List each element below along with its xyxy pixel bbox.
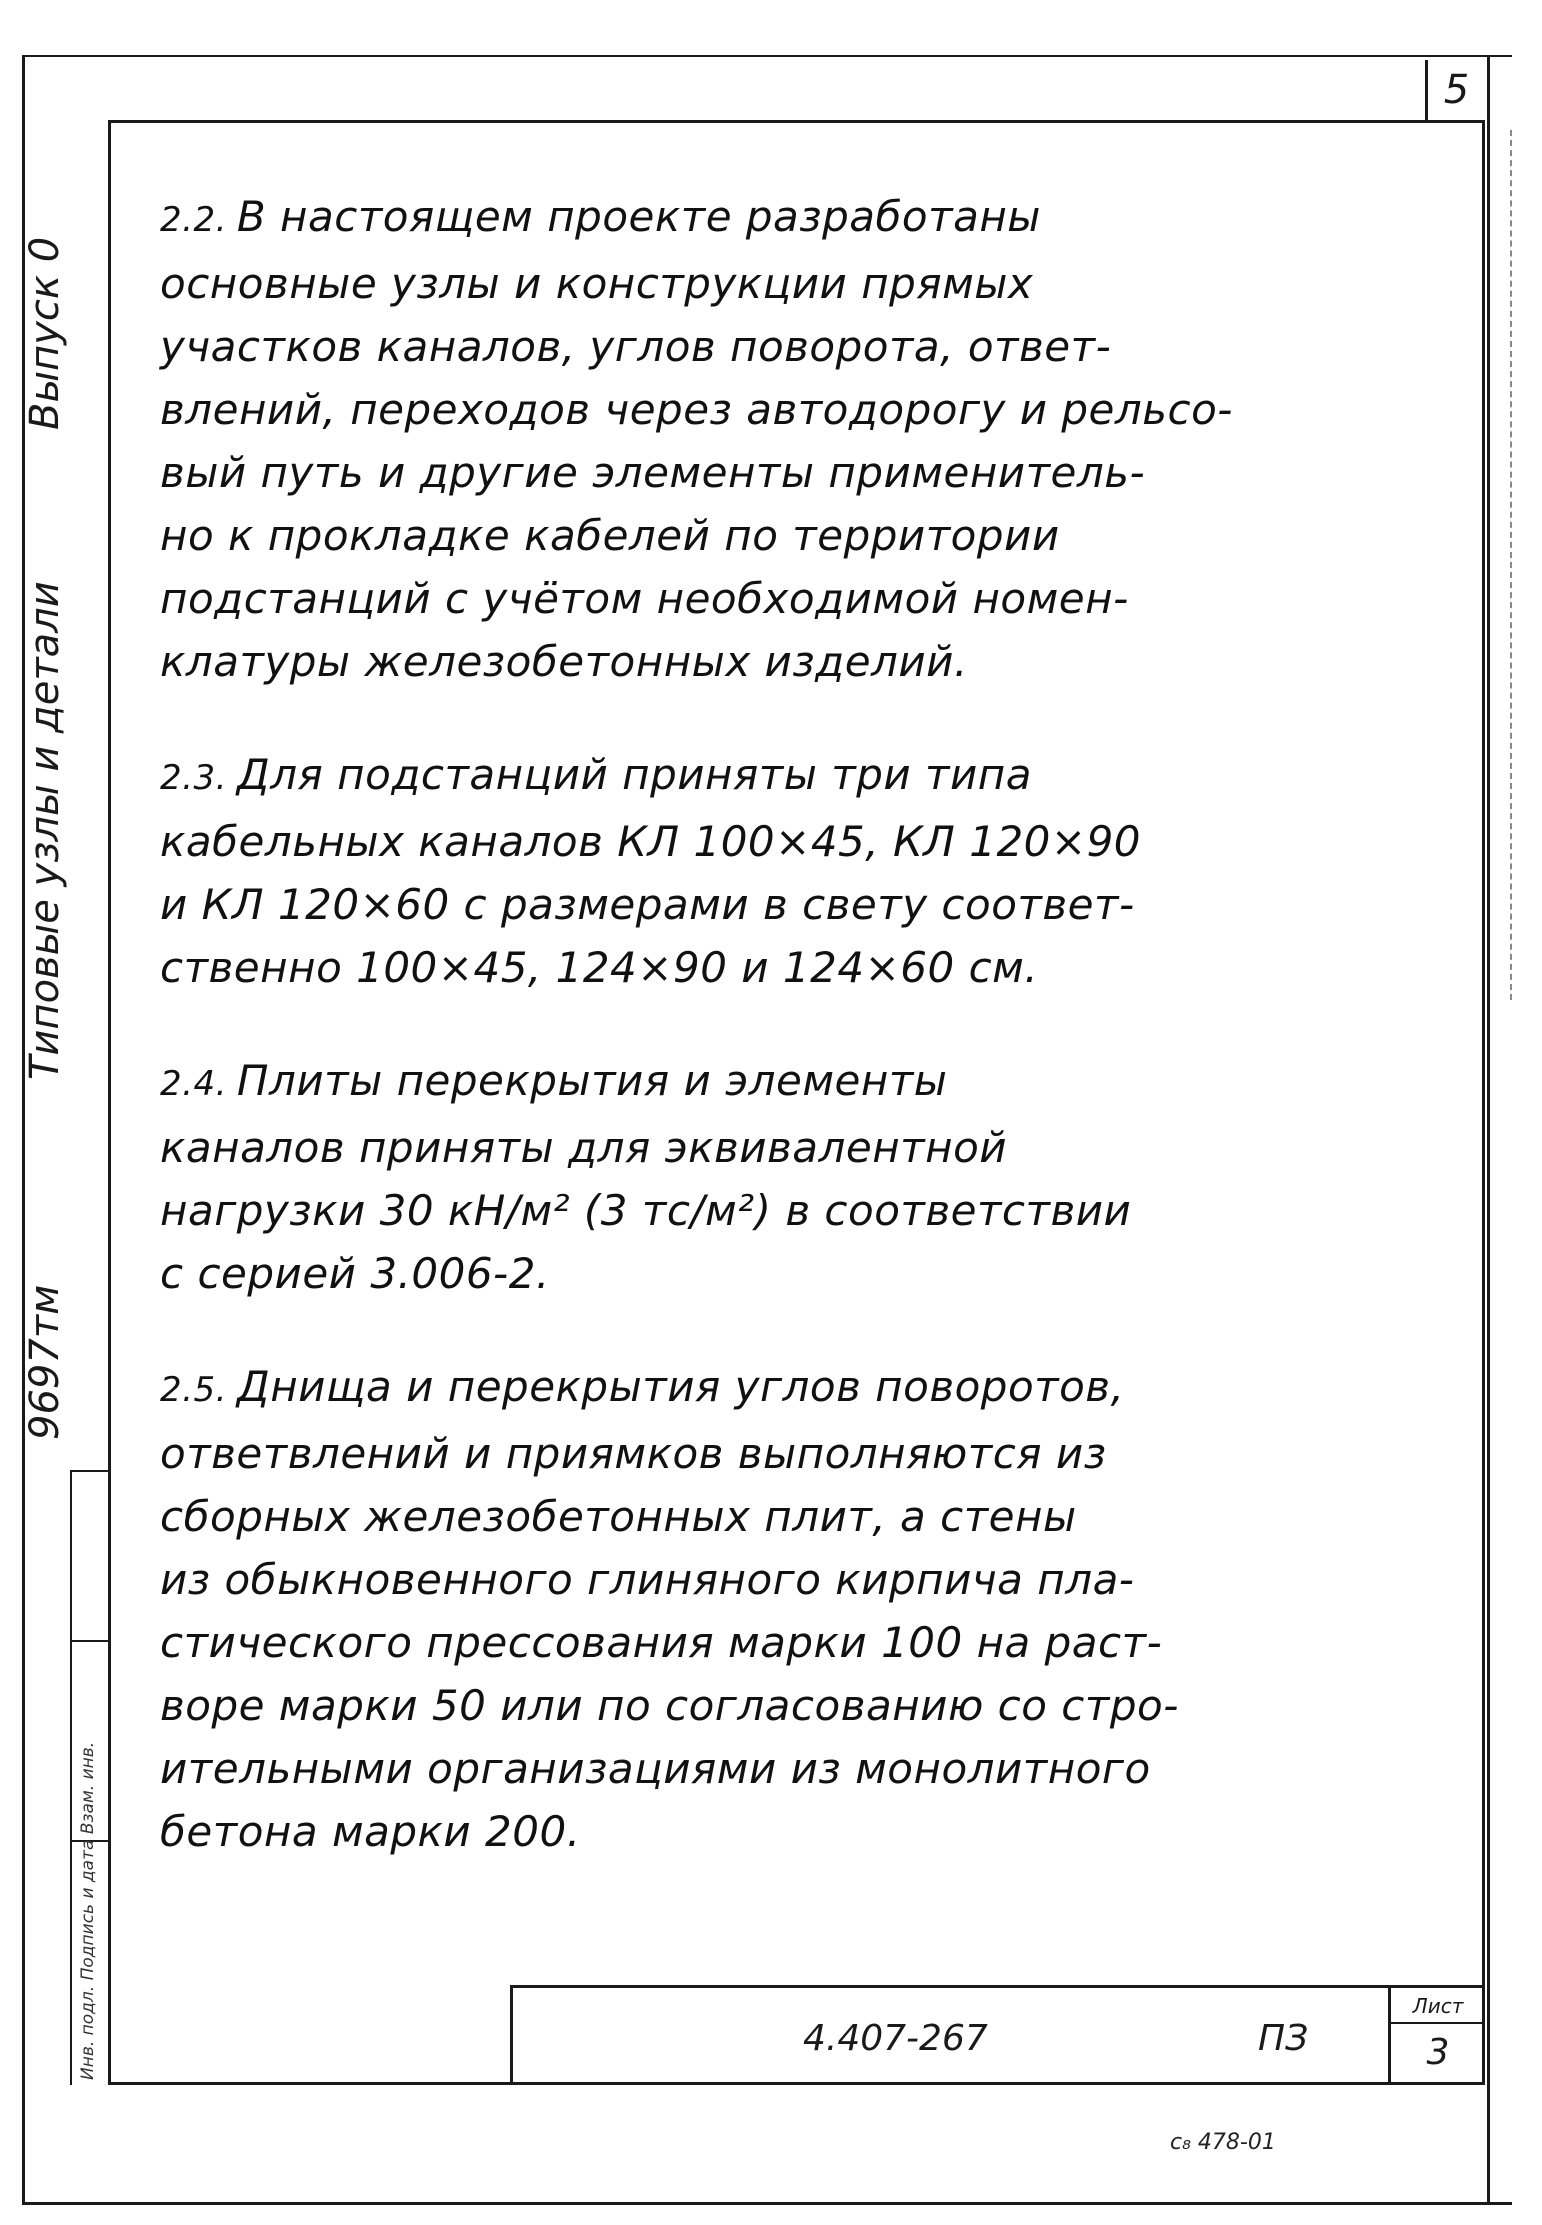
side-label-title: Типовые узлы и детали <box>22 581 68 1080</box>
line-text: В настоящем проекте разработаны <box>236 192 1041 241</box>
sheet-label: Лист <box>1391 1988 1485 2024</box>
side-label-series: 9697тм <box>22 1284 68 1440</box>
paragraph-line: вый путь и другие элементы применитель- <box>160 448 1146 497</box>
side-caption: Инв. подл. Подпись и дата Взам. инв. <box>78 1741 98 2080</box>
line-text: Для подстанций приняты три типа <box>236 750 1032 799</box>
paragraph-2-3 <box>160 743 1460 999</box>
paragraph-line: участков каналов, углов поворота, ответ- <box>160 322 1112 371</box>
paragraph-2-2 <box>160 185 1460 693</box>
paragraph-line <box>160 1049 1460 1116</box>
document-type: ПЗ <box>1258 2018 1309 2059</box>
title-block-stamp <box>510 1985 1485 2085</box>
line-text: Днища и перекрытия углов поворотов, <box>236 1362 1125 1411</box>
paragraph-number: 2.3. <box>160 758 227 798</box>
paragraph-line <box>160 185 1460 252</box>
paragraph-number: 2.5. <box>160 1370 227 1410</box>
side-label-issue: Выпуск 0 <box>22 236 68 430</box>
paragraph-line: подстанций с учётом необходимой номен- <box>160 574 1129 623</box>
document-code: 4.407-267 <box>803 2018 988 2059</box>
paragraph-line: воре марки 50 или по согласованию со стро- <box>160 1681 1179 1730</box>
paragraph-line: кабельных каналов КЛ 100×45, КЛ 120×90 <box>160 817 1142 866</box>
paragraph-number: 2.2. <box>160 200 227 240</box>
paragraph-line: ственно 100×45, 124×90 и 124×60 см. <box>160 943 1039 992</box>
paragraph-line: основные узлы и конструкции прямых <box>160 259 1034 308</box>
side-rule-1 <box>70 1470 108 1472</box>
paragraph-line: сборных железобетонных плит, а стены <box>160 1492 1077 1541</box>
paragraph-line: с серией 3.006-2. <box>160 1249 550 1298</box>
paragraph-line: нагрузки 30 кН/м² (3 тс/м²) в соответствии <box>160 1186 1132 1235</box>
right-border-line <box>1487 55 1490 2205</box>
right-margin-marks <box>1510 130 1518 1000</box>
paragraph-line: бетона марки 200. <box>160 1807 581 1856</box>
paragraph-line: стического прессования марки 100 на раст- <box>160 1618 1163 1667</box>
paragraph-line <box>160 1355 1460 1422</box>
paragraph-line: клатуры железобетонных изделий. <box>160 637 968 686</box>
footer-code: с₈ 478-01 <box>1170 2130 1276 2155</box>
paragraph-number: 2.4. <box>160 1064 227 1104</box>
paragraph-2-4 <box>160 1049 1460 1305</box>
paragraph-line: влений, переходов через автодорогу и рельсо- <box>160 385 1233 434</box>
paragraph-line: и КЛ 120×60 с размерами в свету соответ- <box>160 880 1135 929</box>
paragraph-2-5 <box>160 1355 1460 1863</box>
sheet-box <box>1388 1988 1485 2085</box>
page-number: 5 <box>1425 60 1485 120</box>
paragraph-line: из обыкновенного глиняного кирпича пла- <box>160 1555 1135 1604</box>
main-text <box>160 185 1460 1913</box>
paragraph-line <box>160 743 1460 810</box>
paragraph-line: ительными организациями из монолитного <box>160 1744 1151 1793</box>
paragraph-line: ответвлений и приямков выполняются из <box>160 1429 1107 1478</box>
line-text: Плиты перекрытия и элементы <box>236 1056 948 1105</box>
paragraph-line: каналов приняты для эквивалентной <box>160 1123 1008 1172</box>
paragraph-line: но к прокладке кабелей по территории <box>160 511 1060 560</box>
sheet-number: 3 <box>1426 2032 1450 2073</box>
